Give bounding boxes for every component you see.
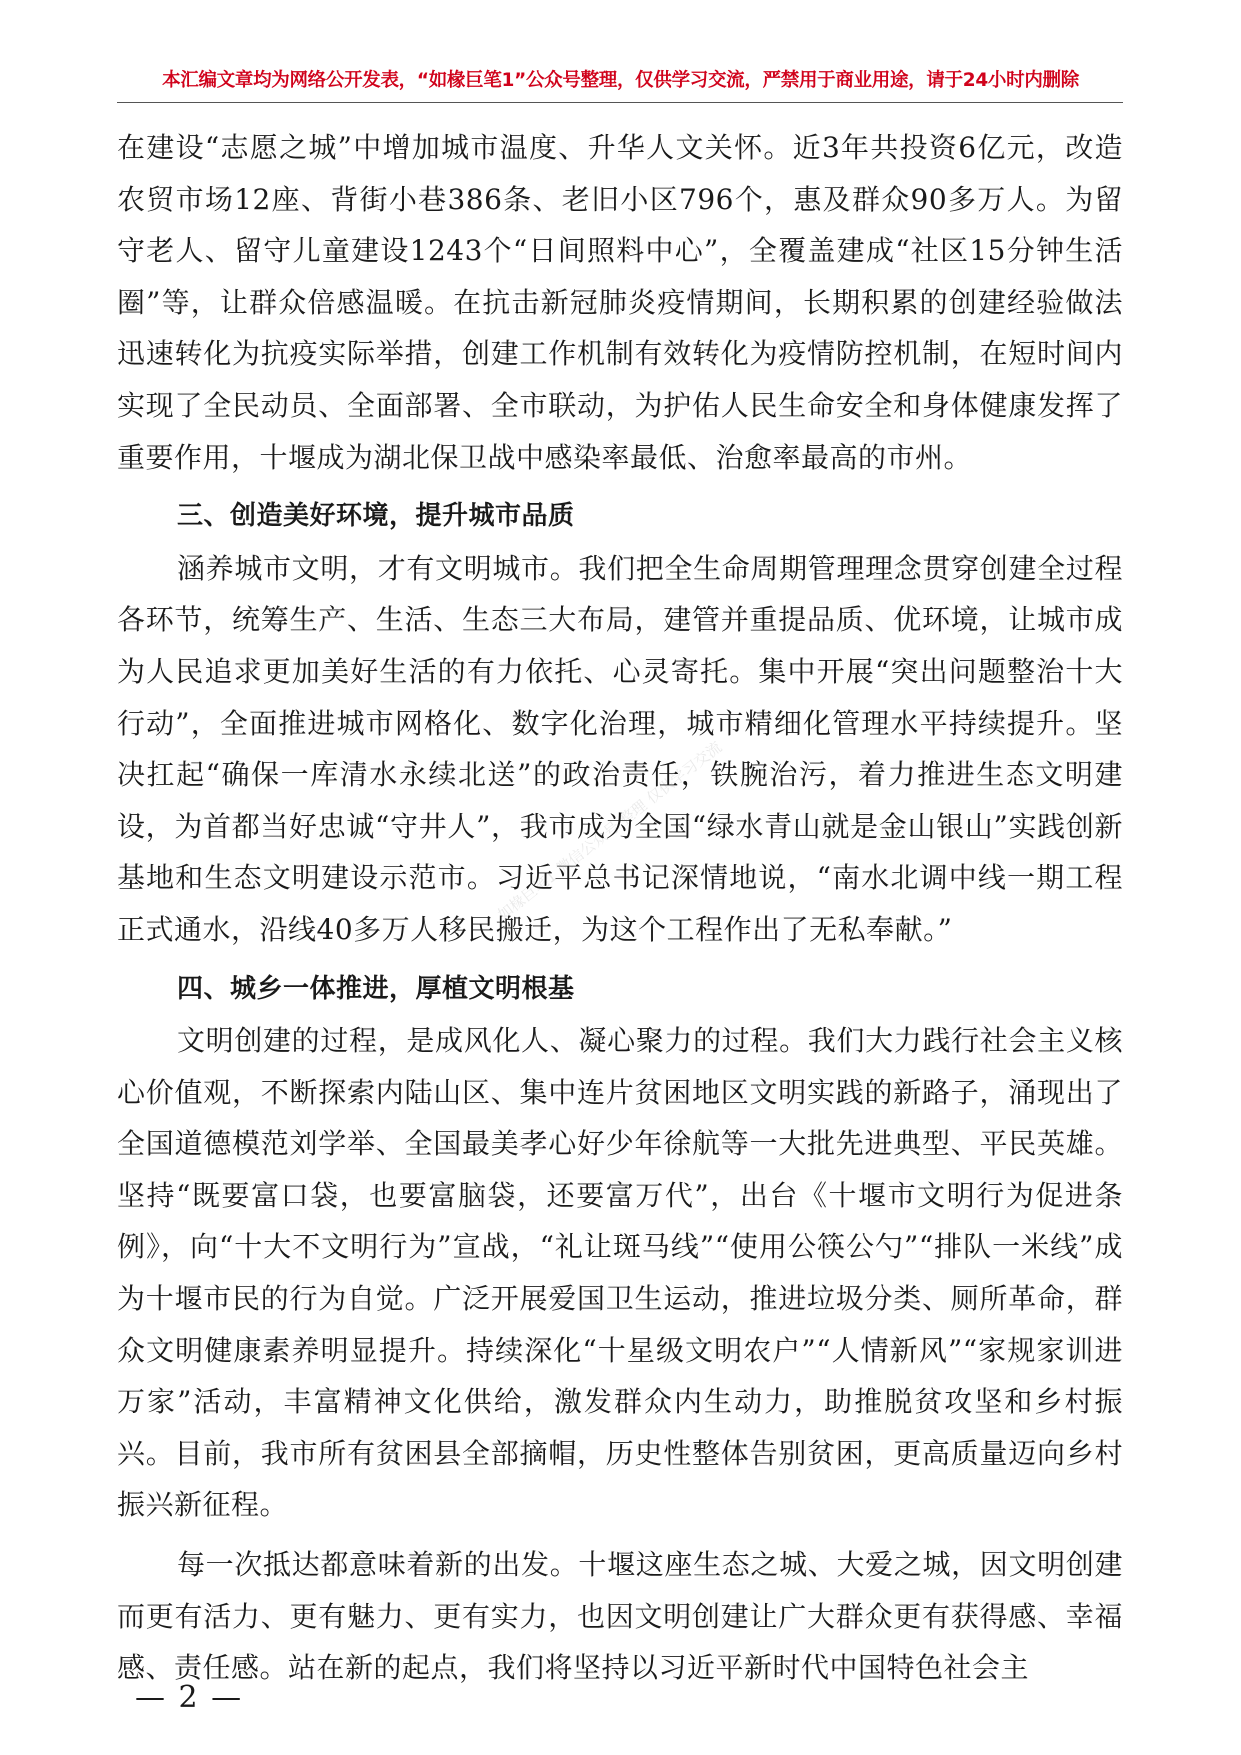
section-heading-4: 四、城乡一体推进，厚植文明根基 [177,973,575,1004]
header-divider [117,102,1123,103]
paragraph-urban-rural: 文明创建的过程，是成风化人、凝心聚力的过程。我们大力践行社会主义核心价值观，不断探索内陆山区、集中连片贫困地区文明实践的新路子，涌现出了全国道德模范刘学举、全国最美孝心好少年徐航等一大批先进典型、平民英雄。坚持“既要富口袋，也要富脑袋，还要富万代”，出台《十堰市文明行为促进条例》，向“十大不文明行为”宣战，“礼让斑马线”“使用公筷公勺”“排队一米线”成为十堰市民的行为自觉。广泛开展爱国卫生运动，推进垃圾分类、厕所革命，群众文明健康素养明显提升。持续深化“十星级文明农户”“人情新风”“家规家训进万家”活动，丰富精神文化供给，激发群众内生动力，助推脱贫攻坚和乡村振兴。目前，我市所有贫困县全部摘帽，历史性整体告别贫困，更高质量迈向乡村振兴新征程。 [117,1024,1123,1522]
page-number: — 2 — [135,1680,244,1715]
document-body [117,122,1123,1694]
watermark: 如椽巨笔1 微信公众号 整理 仅供学习交流 [494,737,726,924]
section-heading-3: 三、创造美好环境，提升城市品质 [177,501,575,532]
paragraph-volunteer-city: 在建设“志愿之城”中增加城市温度、升华人文关怀。近3年共投资6亿元，改造农贸市场12座、背街小巷386条、老旧小区796个，惠及群众90多万人。为留守老人、留守儿童建设1243个“日间照料中心”，全覆盖建成“社区15分钟生活圈”等，让群众倍感温暖。在抗击新冠肺炎疫情期间，长期积累的创建经验做法迅速转化为抗疫实际举措，创建工作机制有效转化为疫情防控机制，在短时间内实现了全民动员、全面部署、全市联动，为护佑人民生命安全和身体健康发挥了重要作用，十堰成为湖北保卫战中感染率最低、治愈率最高的市州。 [117,131,1123,474]
paragraph-new-start: 每一次抵达都意味着新的出发。十堰这座生态之城、大爱之城，因文明创建而更有活力、更有魅力、更有实力，也因文明创建让广大群众更有获得感、幸福感、责任感。站在新的起点，我们将坚持以习近平新时代中国特色社会主 [117,1548,1123,1685]
copyright-notice-banner: 本汇编文章均为网络公开发表，“如椽巨笔1”公众号整理，仅供学习交流，严禁用于商业用途，请于24小时内删除 [162,70,1079,91]
paragraph-environment: 涵养城市文明，才有文明城市。我们把全生命周期管理理念贯穿创建全过程各环节，统筹生产、生活、生态三大布局，建管并重提品质、优环境，让城市成为人民追求更加美好生活的有力依托、心灵寄托。集中开展“突出问题整治十大行动”，全面推进城市网格化、数字化治理，城市精细化管理水平持续提升。坚决扛起“确保一库清水永续北送”的政治责任，铁腕治污，着力推进生态文明建设，为首都当好忠诚“守井人”，我市成为全国“绿水青山就是金山银山”实践创新基地和生态文明建设示范市。习近平总书记深情地说，“南水北调中线一期工程正式通水，沿线40多万人移民搬迁，为这个工程作出了无私奉献。” [117,551,1123,946]
